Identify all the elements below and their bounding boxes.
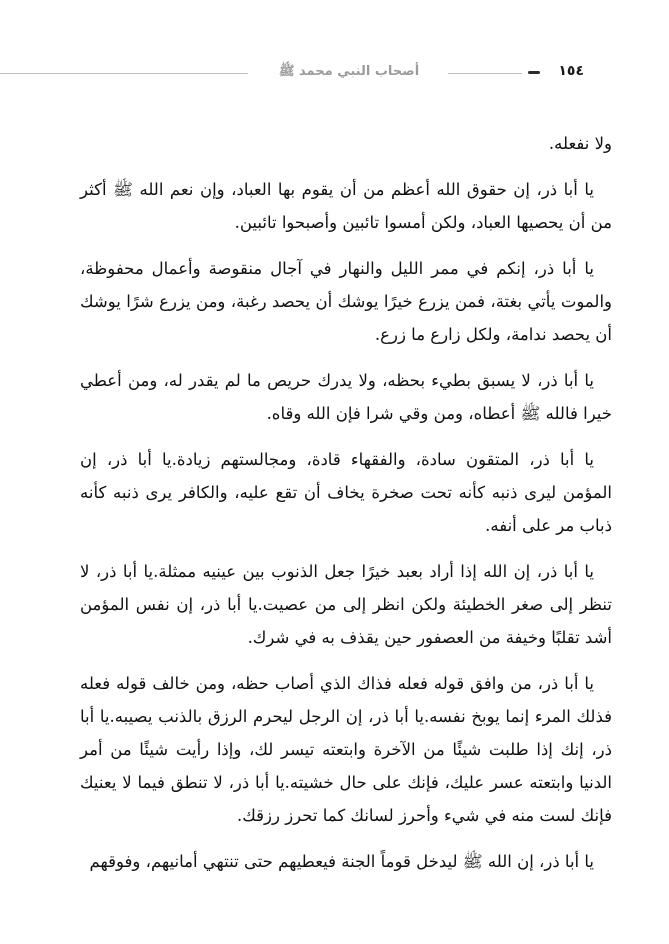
paragraph-6: يا أبا ذر، إن الله إذا أراد بعبد خيرًا جعل الذنوب بين عينيه ممثلة.يا أبا ذر، لا تنظر إلى صغر الخطيئة ولكن انظر إلى من عصيت.يا أبا ذر، إن نفس المؤمن أشد تقلبًا وخيفة من العصفور حين يقذف به في شرك.: [80, 562, 612, 647]
paragraph-2: يا أبا ذر، إن حقوق الله أعظم من أن يقوم بها العباد، وإن نعم الله ﷺ أكثر من أن يحصيها العباد، ولكن أمسوا تائبين وأصبحوا تائبين.: [80, 180, 612, 232]
running-header: [0, 62, 669, 86]
paragraph-3: يا أبا ذر، إنكم في ممر الليل والنهار في آجال منقوصة وأعمال محفوظة، والموت يأتي بغتة، فمن يزرع خيرًا يوشك أن يحصد رغبة، ومن يزرع شرًا يوشك أن يحصد ندامة، ولكل زارع ما زرع.: [80, 259, 612, 344]
book-title: أصحاب النبي محمد ﷺ: [278, 64, 420, 79]
paragraph-1: ولا نفعله.: [548, 134, 612, 153]
header-rule-right: [448, 73, 522, 74]
header-dash: [528, 71, 540, 74]
paragraph-8: يا أبا ذر، إن الله ﷺ ليدخل قوماً الجنة فيعطيهم حتى تنتهي أمانيهم، وفوقهم: [89, 852, 594, 871]
paragraph-7: يا أبا ذر، من وافق قوله فعله فذاك الذي أصاب حظه، ومن خالف قوله فعله فذلك المرء إنما يوبخ نفسه.يا أبا ذر، إن الرجل ليحرم الرزق بالذنب يصيبه.يا أبا ذر، إنك إذا طلبت شيئًا من الآخرة وابتعته تيسر لك، وإذا رأيت شيئًا من أمر الدنيا وابتعته عسر عليك، فإنك على حال خشيته.يا أبا ذر، لا تنطق فيما لا يعنيك فإنك لست منه في شيء وأحرز لسانك كما تحرز رزقك.: [80, 674, 612, 825]
page-body: [80, 127, 612, 891]
header-rule-left: [0, 73, 248, 74]
page-number: ١٥٤: [558, 63, 584, 79]
paragraph-5: يا أبا ذر، المتقون سادة، والفقهاء قادة، ومجالستهم زيادة.يا أبا ذر، إن المؤمن ليرى ذنبه كأنه تحت صخرة يخاف أن تقع عليه، والكافر يرى ذنبه كأنه ذباب مر على أنفه.: [80, 450, 612, 535]
paragraph-4: يا أبا ذر، لا يسبق بطيء بحظه، ولا يدرك حريص ما لم يقدر له، ومن أعطي خيرا فالله ﷺ أعطاه، ومن وقي شرا فإن الله وقاه.: [80, 371, 612, 423]
